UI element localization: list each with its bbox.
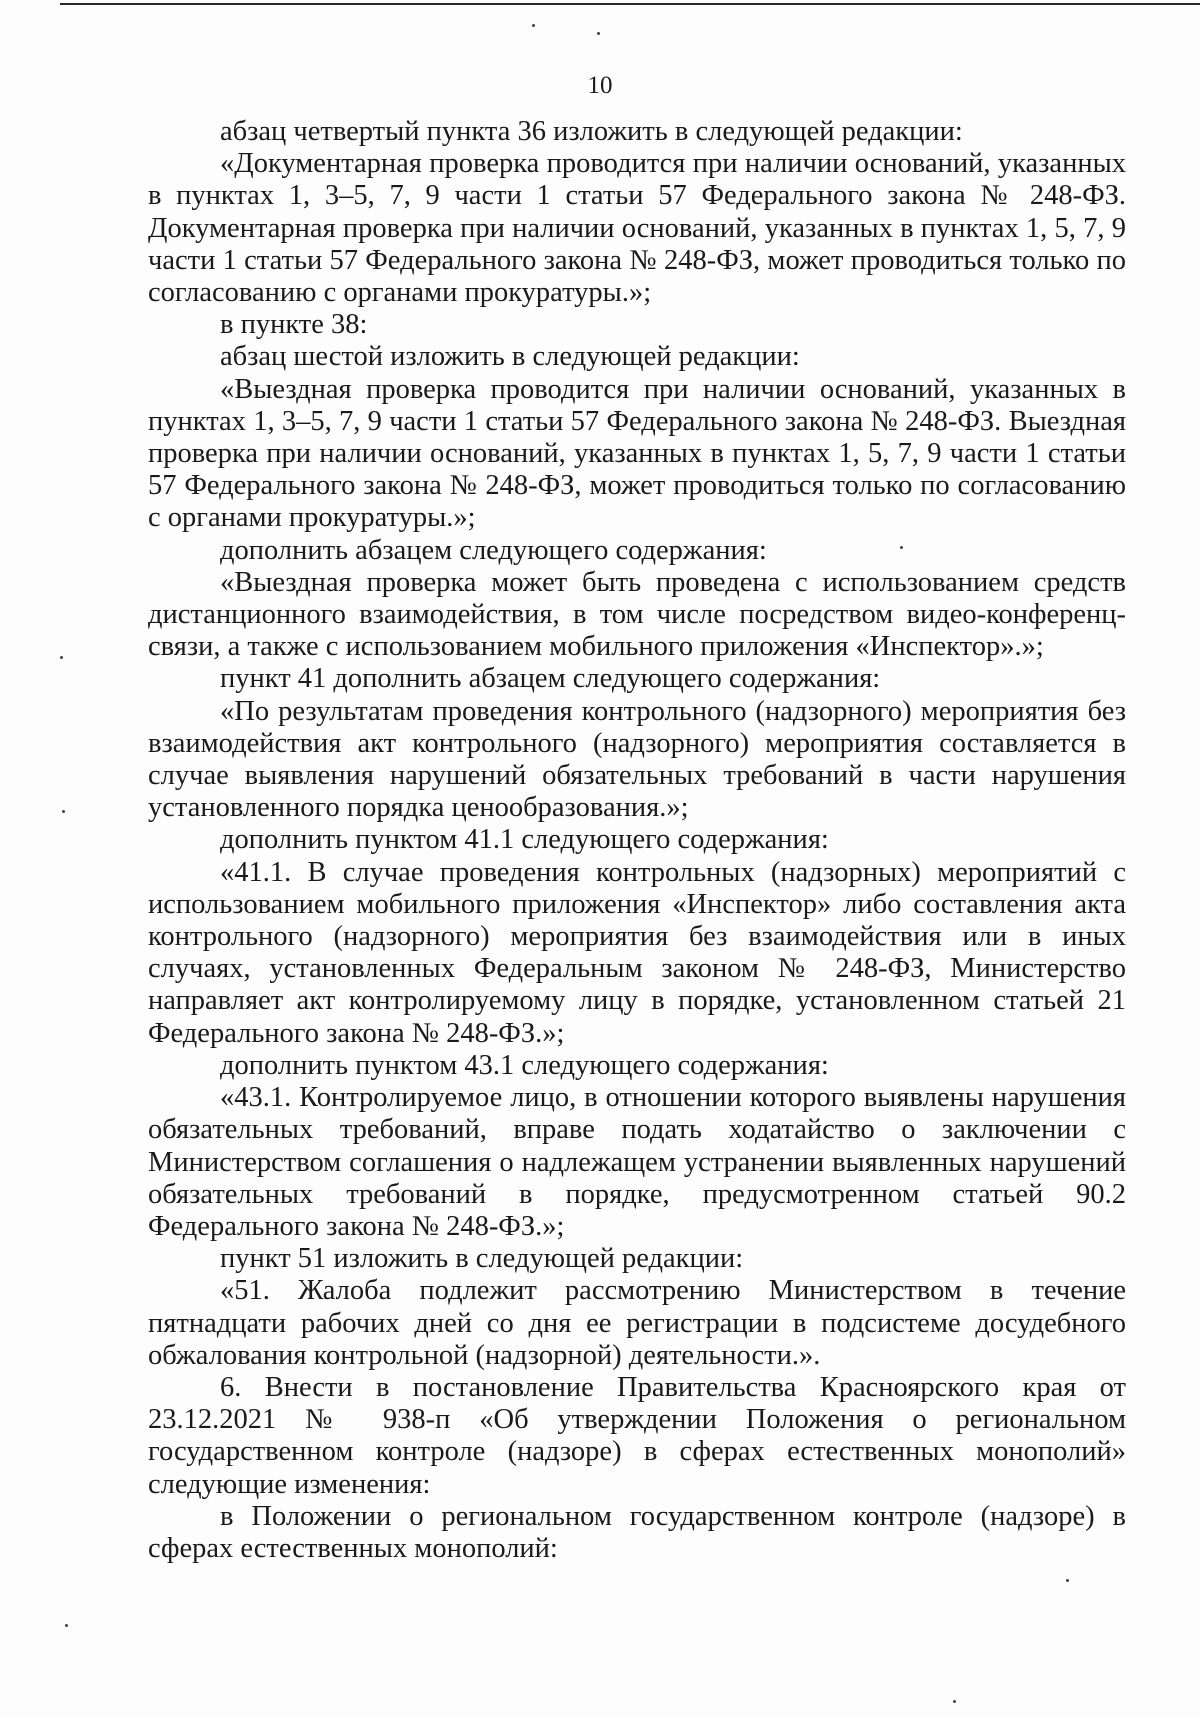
paragraph-5: «Выездная проверка проводится при наличии оснований, указанных в пунктах 1, 3–5, 7, 9 части 1 статьи 57 Федерального закона № 248-ФЗ. Выездная проверка при наличии оснований, указанных в пунктах 1, 5, 7, 9 части 1 статьи 57 Федерального закона № 248-ФЗ, может проводиться только по согласованию с органами прокуратуры.»; bbox=[148, 373, 1126, 534]
scan-speck bbox=[65, 1624, 68, 1627]
page-number: 10 bbox=[587, 72, 613, 99]
scan-speck bbox=[62, 810, 65, 813]
document-body bbox=[148, 116, 1126, 1565]
paragraph-12: дополнить пунктом 43.1 следующего содержания: bbox=[220, 1049, 829, 1081]
paragraph-1: абзац четвертый пункта 36 изложить в следующей редакции: bbox=[220, 116, 963, 147]
paragraph-7: «Выездная проверка может быть проведена с использованием средств дистанционного взаимодействия, в том числе посредством видео-конференц-связи, а также с использованием мобильного приложения «Инспектор».»; bbox=[148, 566, 1126, 663]
paragraph-17: в Положении о региональном государственном контроле (надзоре) в сферах естественных монополий: bbox=[148, 1500, 1126, 1564]
paragraph-2: «Документарная проверка проводится при наличии оснований, указанных в пунктах 1, 3–5, 7, 9 части 1 статьи 57 Федерального закона № 248-ФЗ. Документарная проверка при наличии оснований, указанных в пунктах 1, 5, 7, 9 части 1 статьи 57 Федерального закона № 248-ФЗ, может проводиться только по согласованию с органами прокуратуры.»; bbox=[148, 148, 1126, 309]
paragraph-13: «43.1. Контролируемое лицо, в отношении которого выявлены нарушения обязательных требований, вправе подать ходатайство о заключении с Министерством соглашения о надлежащем устранении выявленных нарушений обязательных требований в порядке, предусмотренном статьей 90.2 Федерального закона № 248-ФЗ.»; bbox=[148, 1082, 1126, 1242]
scan-speck bbox=[532, 24, 535, 27]
paragraph-3: в пункте 38: bbox=[220, 309, 368, 341]
paragraph-11: «41.1. В случае проведения контрольных (надзорных) мероприятий с использованием мобильного приложения «Инспектор» либо составления акта контрольного (надзорного) мероприятия без взаимодействия или в иных случаях, установленных Федеральным законом № 248-ФЗ, Министерство направляет акт контролируемому лицу в порядке, установленном статьей 21 Федерального закона № 248-ФЗ.»; bbox=[148, 856, 1126, 1049]
paragraph-4: абзац шестой изложить в следующей редакции: bbox=[220, 341, 800, 373]
paragraph-6: дополнить абзацем следующего содержания: bbox=[220, 534, 767, 566]
paragraph-9: «По результатам проведения контрольного (надзорного) мероприятия без взаимодействия акт контрольного (надзорного) мероприятия составляется в случае выявления нарушений обязательных требований в части нарушения установленного порядка ценообразования.»; bbox=[148, 695, 1126, 824]
scan-speck bbox=[60, 656, 63, 659]
scan-speck bbox=[597, 32, 600, 35]
paragraph-16: 6. Внести в постановление Правительства Красноярского края от 23.12.2021 № 938-п «Об утверждении Положения о региональном государственном контроле (надзоре) в сферах естественных монополий» следующие изменения: bbox=[148, 1371, 1126, 1500]
paragraph-14: пункт 51 изложить в следующей редакции: bbox=[220, 1243, 744, 1275]
scan-speck bbox=[1066, 1579, 1069, 1582]
paragraph-8: пункт 41 дополнить абзацем следующего содержания: bbox=[220, 663, 881, 695]
scan-speck bbox=[900, 546, 903, 549]
paragraph-15: «51. Жалоба подлежит рассмотрению Министерством в течение пятнадцати рабочих дней со дня ее регистрации в подсистеме досудебного обжалования контрольной (надзорной) деятельности.». bbox=[148, 1275, 1126, 1371]
scan-speck bbox=[953, 1700, 956, 1703]
scan-top-edge bbox=[60, 3, 1200, 5]
paragraph-10: дополнить пунктом 41.1 следующего содержания: bbox=[220, 824, 829, 856]
